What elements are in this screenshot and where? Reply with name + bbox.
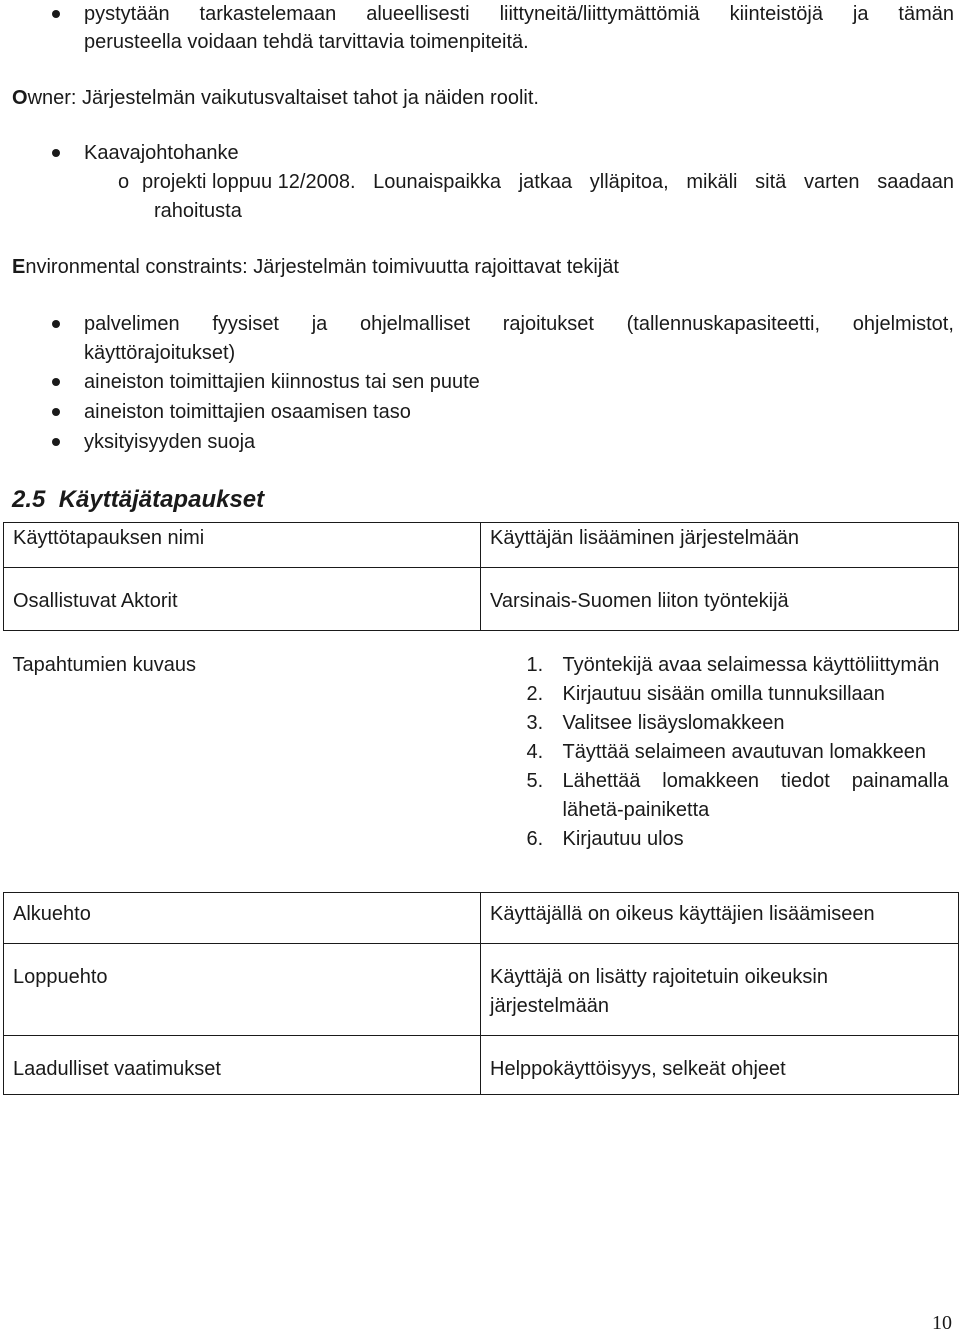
table-value-cell: Varsinais-Suomen liiton työntekijä <box>481 568 959 631</box>
table-label-cell: Käyttötapauksen nimi <box>4 523 481 568</box>
table-row <box>4 631 959 893</box>
owner-sub-line2: rahoitusta <box>154 200 242 222</box>
intro-bullet-line2: perusteella voidaan tehdä tarvittavia toimenpiteitä. <box>84 31 529 53</box>
table-label-cell: Alkuehto <box>4 893 481 944</box>
table-row <box>4 944 959 1036</box>
table-value-cell: Käyttäjällä on oikeus käyttäjien lisäämiseen <box>481 893 959 944</box>
environment-bullet-4: yksityisyyden suoja <box>84 431 256 453</box>
section-heading: 2.5 Käyttäjätapaukset <box>12 486 265 513</box>
owner-sub-marker: o <box>118 171 130 193</box>
bullet-dot <box>52 438 60 446</box>
environment-bullet-1-line1: palvelimen fyysiset ja ohjelmalliset rajoitukset (tallennuskapasiteetti, ohjelmistot, <box>84 313 954 335</box>
events-list <box>527 632 951 892</box>
table-value-cell: Helppokäyttöisyys, selkeät ohjeet <box>481 1036 959 1095</box>
list-item: 1. Työntekijä avaa selaimessa käyttöliittymän <box>526 654 940 676</box>
bullet-dot <box>52 149 60 157</box>
use-case-table <box>3 522 959 1095</box>
table-row <box>4 893 959 944</box>
list-item: 3. Valitsee lisäyslomakkeen <box>526 712 785 734</box>
bullet-dot <box>52 320 60 328</box>
table-label-cell: Laadulliset vaatimukset <box>4 1036 481 1095</box>
table-value-cell: Käyttäjän lisääminen järjestelmään <box>481 523 959 568</box>
list-item: 4. Täyttää selaimeen avautuvan lomakkeen <box>526 741 927 763</box>
owner-paragraph: Owner: Järjestelmän vaikutusvaltaiset tahot ja näiden roolit. <box>12 87 539 109</box>
intro-bullet-line1: pystytään tarkastelemaan alueellisesti liittyneitä/liittymättömiä kiinteistöjä ja tämän <box>84 3 954 25</box>
owner-bullet: Kaavajohtohanke <box>84 142 239 164</box>
bullet-dot <box>52 408 60 416</box>
owner-sub-line1: projekti loppuu 12/2008. Lounaispaikka jatkaa ylläpitoa, mikäli sitä varten saadaan <box>142 171 954 193</box>
table-row <box>4 568 959 631</box>
table-label-cell: Loppuehto <box>4 944 481 1036</box>
table-label-cell: Tapahtumien kuvaus <box>4 631 481 893</box>
bullet-dot <box>52 10 60 18</box>
environment-bullet-2: aineiston toimittajien kiinnostus tai sen puute <box>84 371 480 393</box>
environment-bullet-3: aineiston toimittajien osaamisen taso <box>84 401 411 423</box>
list-item: 2. Kirjautuu sisään omilla tunnuksillaan <box>526 683 885 705</box>
table-row <box>4 1036 959 1095</box>
table-row <box>4 523 959 568</box>
table-value-cell <box>481 631 959 893</box>
list-item: 5. Lähettää lomakkeen tiedot painamalla lähetä-painiketta <box>526 770 949 821</box>
page-number: 10 <box>932 1312 952 1334</box>
table-label-cell: Osallistuvat Aktorit <box>4 568 481 631</box>
table-value-cell: Käyttäjä on lisätty rajoitetuin oikeuksin järjestelmään <box>481 944 959 1036</box>
environment-bullet-1-line2: käyttörajoitukset) <box>84 342 236 364</box>
environment-paragraph: Environmental constraints: Järjestelmän toimivuutta rajoittavat tekijät <box>12 256 619 278</box>
list-item: 6. Kirjautuu ulos <box>526 828 684 850</box>
bullet-dot <box>52 378 60 386</box>
